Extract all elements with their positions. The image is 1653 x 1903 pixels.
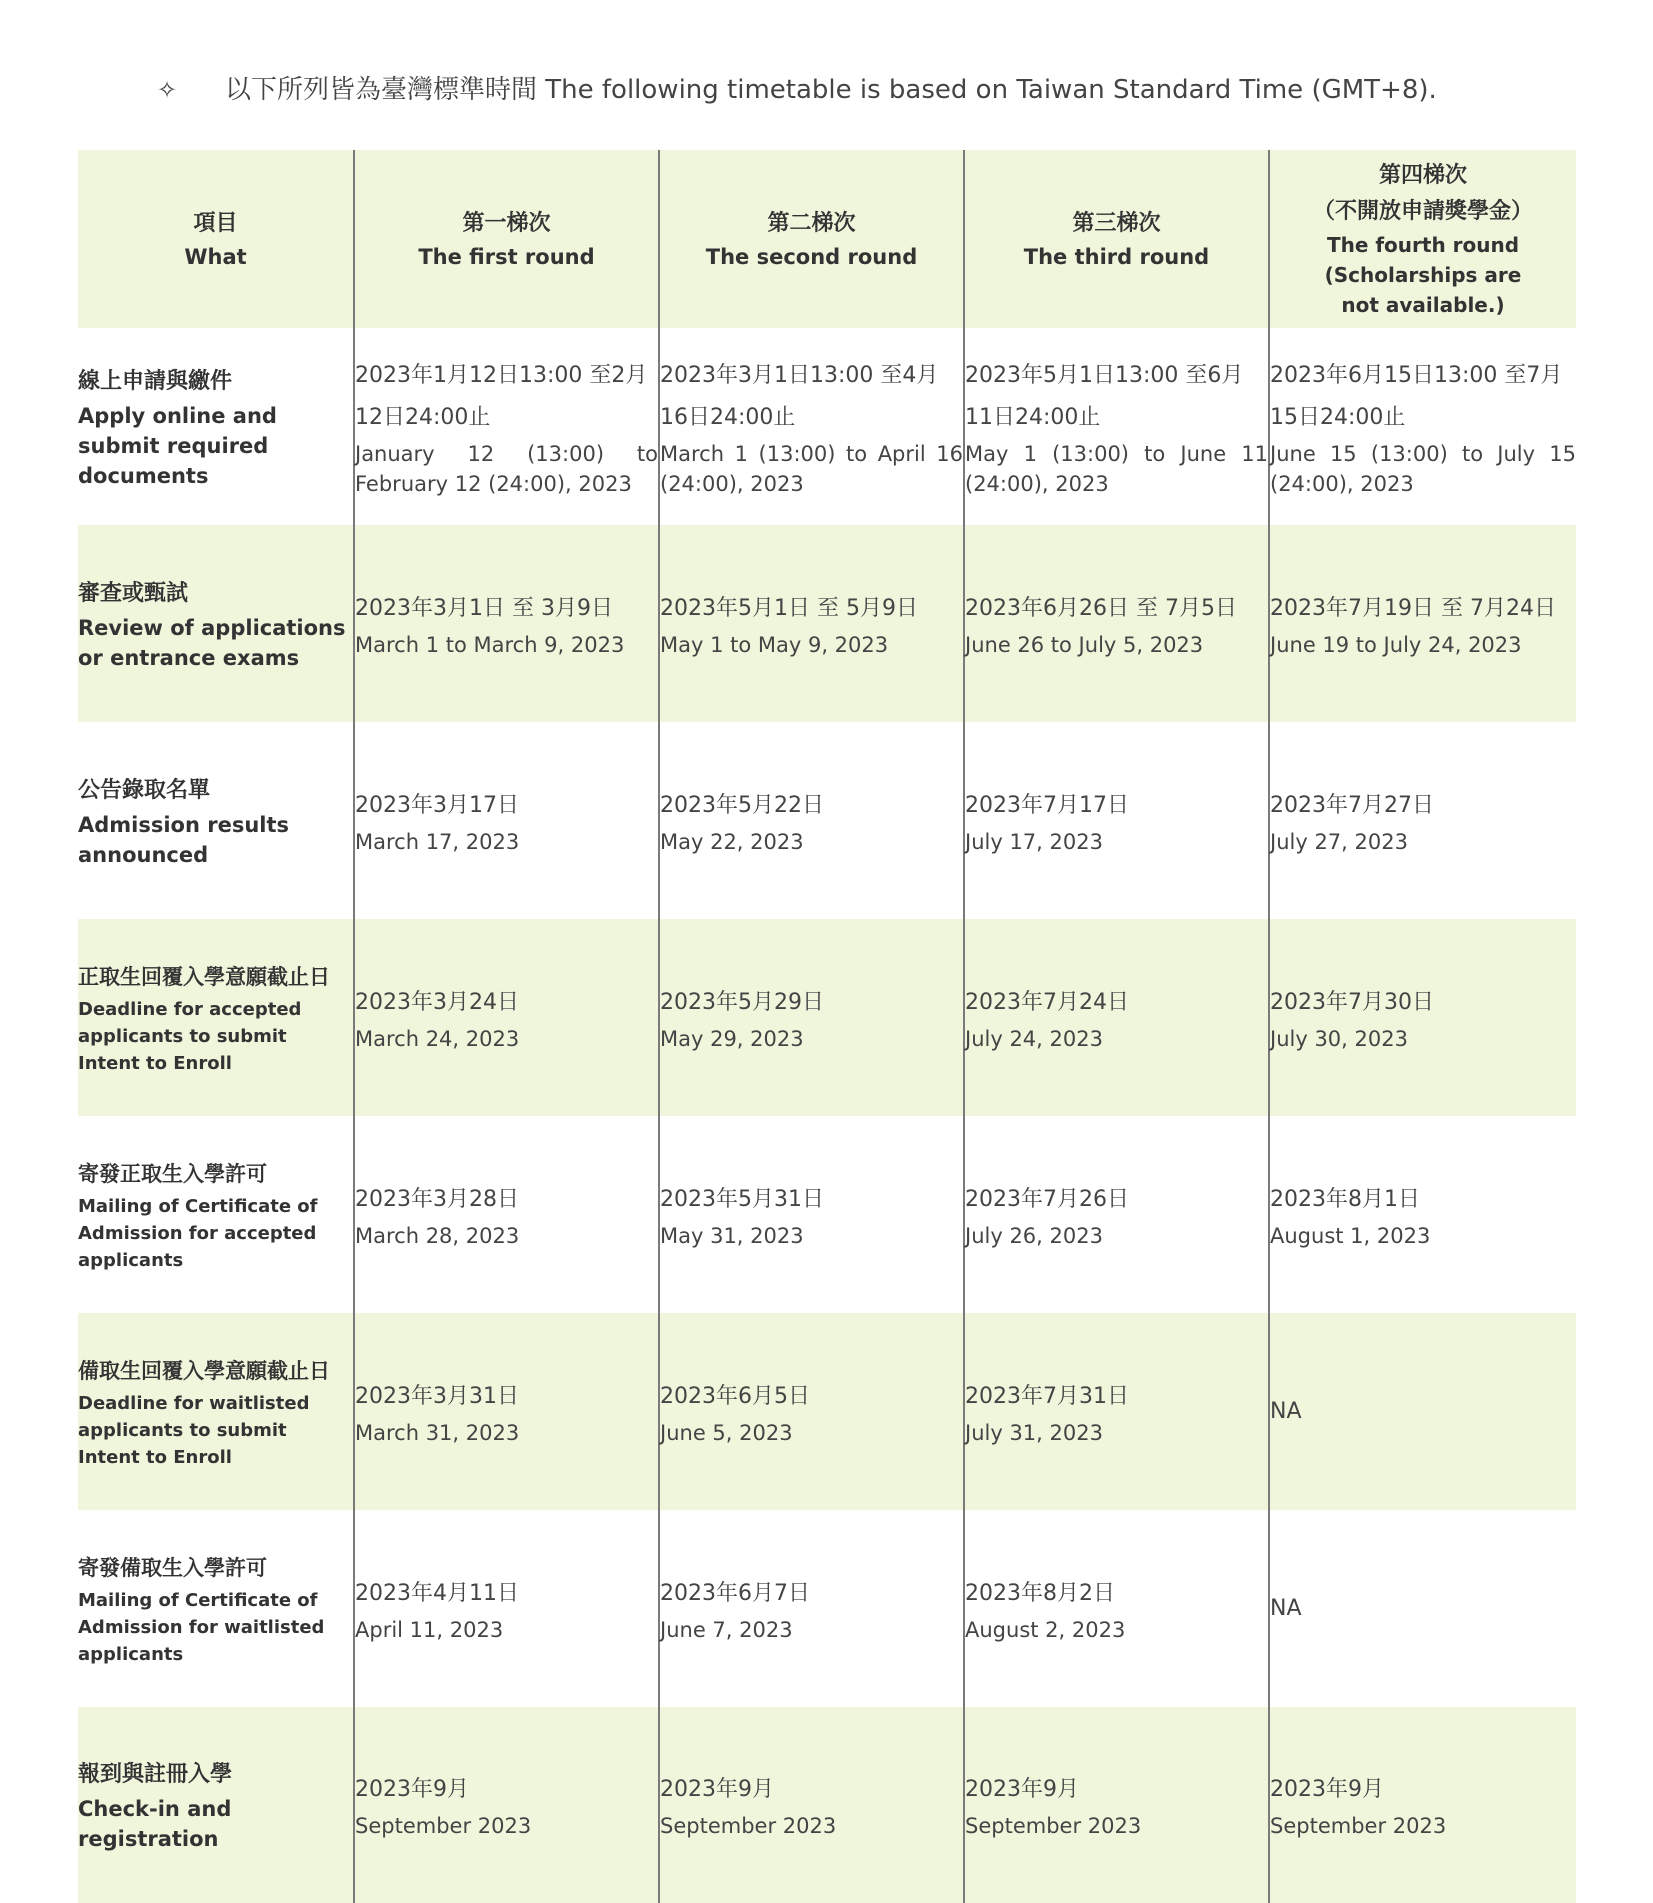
not-applicable: NA (1270, 1398, 1302, 1424)
row-round-4 (1269, 919, 1576, 1116)
date-zh: 2023年4月11日 (355, 1580, 519, 1606)
date-en: July 30, 2023 (1270, 1026, 1408, 1051)
row-what-zh: 報到與註冊入學 (78, 1762, 233, 1787)
row-round-4 (1269, 328, 1576, 525)
header-what (78, 150, 354, 328)
header-round-3 (964, 150, 1269, 328)
row-round-4 (1269, 1116, 1576, 1313)
date-zh: 2023年3月1日13:00 至4月16日24:00止 (660, 362, 939, 430)
row-round-4 (1269, 722, 1576, 919)
date-en: March 1 to March 9, 2023 (355, 632, 625, 657)
row-round-2 (659, 1116, 964, 1313)
row-what-en: Admission results announced (78, 812, 290, 867)
date-en: June 15 (13:00) to July 15 (24:00), 2023 (1270, 441, 1576, 496)
date-en: May 29, 2023 (660, 1026, 804, 1051)
date-zh: 2023年7月30日 (1270, 989, 1434, 1015)
table-row (78, 525, 1576, 722)
row-round-4 (1269, 1510, 1576, 1707)
table-row (78, 1313, 1576, 1510)
date-en: September 2023 (965, 1814, 1142, 1838)
row-what-zh: 正取生回覆入學意願截止日 (78, 965, 330, 989)
row-round-1 (354, 1313, 659, 1510)
row-what-en: Deadline for accepted applicants to submit Intent to Enroll (78, 999, 302, 1074)
row-round-3 (964, 525, 1269, 722)
header-round-4-zh: 第四梯次 (1378, 163, 1467, 188)
date-en: July 24, 2023 (965, 1026, 1103, 1051)
row-what-zh: 線上申請與繳件 (78, 368, 233, 394)
date-zh: 2023年8月1日 (1270, 1186, 1420, 1212)
date-zh: 2023年3月31日 (355, 1383, 519, 1409)
row-what-zh: 寄發備取生入學許可 (78, 1556, 267, 1580)
date-zh: 2023年7月27日 (1270, 792, 1434, 818)
row-round-3 (964, 722, 1269, 919)
date-en: March 1 (13:00) to April 16 (24:00), 2023 (660, 441, 963, 496)
date-zh: 2023年1月12日13:00 至2月12日24:00止 (355, 362, 648, 430)
date-en: March 28, 2023 (355, 1223, 520, 1248)
date-en: June 5, 2023 (660, 1420, 793, 1445)
header-round-4-zh-note: （不開放申請獎學金） (1312, 199, 1533, 224)
row-round-1 (354, 919, 659, 1116)
row-what (78, 1313, 354, 1510)
header-round-2-en: The second round (705, 245, 918, 269)
row-round-1 (354, 1510, 659, 1707)
row-round-3 (964, 1707, 1269, 1903)
row-round-3 (964, 1510, 1269, 1707)
row-round-4 (1269, 525, 1576, 722)
date-zh: 2023年3月1日 至 3月9日 (355, 595, 613, 621)
row-round-3 (964, 1116, 1269, 1313)
header-round-4 (1269, 150, 1576, 328)
row-what (78, 1510, 354, 1707)
row-round-1 (354, 328, 659, 525)
date-zh: 2023年7月17日 (965, 792, 1129, 818)
date-zh: 2023年7月19日 至 7月24日 (1270, 595, 1556, 621)
row-round-2 (659, 1707, 964, 1903)
row-what-zh: 公告錄取名單 (78, 777, 211, 803)
row-what (78, 1707, 354, 1903)
date-en: March 17, 2023 (355, 829, 520, 854)
table-header-row (78, 150, 1576, 328)
date-en: August 2, 2023 (965, 1617, 1126, 1642)
date-en: May 1 (13:00) to June 11 (24:00), 2023 (965, 441, 1268, 496)
row-round-1 (354, 1707, 659, 1903)
date-en: September 2023 (660, 1814, 837, 1838)
row-round-2 (659, 525, 964, 722)
row-round-2 (659, 1313, 964, 1510)
timetable (78, 150, 1576, 1903)
date-zh: 2023年3月28日 (355, 1186, 519, 1212)
date-en: July 17, 2023 (965, 829, 1103, 854)
header-round-1 (354, 150, 659, 328)
table-row (78, 919, 1576, 1116)
date-zh: 2023年9月 (965, 1777, 1079, 1802)
header-round-2-zh: 第二梯次 (767, 211, 856, 236)
date-zh: 2023年6月5日 (660, 1383, 810, 1409)
row-round-2 (659, 1510, 964, 1707)
row-what-en: Review of applications or entrance exams (78, 615, 346, 670)
table-row (78, 328, 1576, 525)
date-zh: 2023年5月1日13:00 至6月11日24:00止 (965, 362, 1244, 430)
row-round-2 (659, 328, 964, 525)
header-what-zh: 項目 (193, 211, 238, 236)
date-zh: 2023年3月17日 (355, 792, 519, 818)
row-round-3 (964, 1313, 1269, 1510)
row-what (78, 328, 354, 525)
date-en: September 2023 (355, 1814, 532, 1838)
header-round-2 (659, 150, 964, 328)
timezone-note (157, 70, 1437, 110)
date-zh: 2023年5月29日 (660, 989, 824, 1015)
date-en: June 7, 2023 (660, 1617, 793, 1642)
date-zh: 2023年5月22日 (660, 792, 824, 818)
date-en: July 26, 2023 (965, 1223, 1103, 1248)
row-what (78, 525, 354, 722)
not-applicable: NA (1270, 1595, 1302, 1621)
date-en: May 22, 2023 (660, 829, 804, 854)
row-round-2 (659, 722, 964, 919)
date-zh: 2023年6月15日13:00 至7月15日24:00止 (1270, 362, 1563, 430)
date-en: July 31, 2023 (965, 1420, 1103, 1445)
table-row (78, 1707, 1576, 1903)
date-en: January 12 (13:00) to February 12 (24:00), 2023 (355, 441, 658, 496)
table-row (78, 722, 1576, 919)
row-round-2 (659, 919, 964, 1116)
row-what-zh: 審查或甄試 (78, 580, 189, 606)
row-what-en: Check-in and registration (78, 1797, 232, 1851)
header-round-3-zh: 第三梯次 (1072, 211, 1161, 236)
row-what-en: Deadline for waitlisted applicants to submit Intent to Enroll (78, 1393, 310, 1468)
date-zh: 2023年9月 (1270, 1777, 1384, 1802)
row-what (78, 919, 354, 1116)
row-round-1 (354, 722, 659, 919)
row-what-en: Mailing of Certificate of Admission for waitlisted applicants (78, 1590, 325, 1665)
date-en: September 2023 (1270, 1814, 1447, 1838)
row-round-1 (354, 1116, 659, 1313)
table-row (78, 1116, 1576, 1313)
timezone-note-text: 以下所列皆為臺灣標準時間 The following timetable is based on Taiwan Standard Time (GMT+8). (225, 75, 1437, 105)
row-what-en: Apply online and submit required documents (78, 403, 277, 488)
row-round-4 (1269, 1313, 1576, 1510)
date-en: March 31, 2023 (355, 1420, 520, 1445)
row-round-3 (964, 919, 1269, 1116)
date-zh: 2023年9月 (355, 1777, 469, 1802)
date-zh: 2023年7月31日 (965, 1383, 1129, 1409)
row-round-3 (964, 328, 1269, 525)
row-what-en: Mailing of Certificate of Admission for accepted applicants (78, 1196, 318, 1271)
header-round-1-zh: 第一梯次 (462, 211, 551, 236)
date-zh: 2023年8月2日 (965, 1580, 1115, 1606)
date-en: August 1, 2023 (1270, 1223, 1431, 1248)
date-zh: 2023年9月 (660, 1777, 774, 1802)
date-en: July 27, 2023 (1270, 829, 1408, 854)
date-en: April 11, 2023 (355, 1617, 504, 1642)
row-round-4 (1269, 1707, 1576, 1903)
date-en: March 24, 2023 (355, 1026, 520, 1051)
row-round-1 (354, 525, 659, 722)
date-zh: 2023年5月31日 (660, 1186, 824, 1212)
date-en: June 19 to July 24, 2023 (1270, 632, 1522, 657)
row-what-zh: 備取生回覆入學意願截止日 (78, 1359, 330, 1383)
date-zh: 2023年6月7日 (660, 1580, 810, 1606)
row-what (78, 722, 354, 919)
row-what-zh: 寄發正取生入學許可 (78, 1162, 267, 1186)
header-what-en: What (184, 245, 247, 269)
date-en: May 1 to May 9, 2023 (660, 632, 889, 657)
header-round-3-en: The third round (1023, 245, 1210, 269)
row-what (78, 1116, 354, 1313)
header-round-4-en: The fourth round (Scholarships are not available.) (1324, 233, 1522, 317)
date-en: May 31, 2023 (660, 1223, 804, 1248)
date-zh: 2023年6月26日 至 7月5日 (965, 595, 1237, 621)
header-round-1-en: The first round (418, 245, 595, 269)
diamond-bullet-icon: ✧ (157, 76, 178, 104)
table-row (78, 1510, 1576, 1707)
date-zh: 2023年3月24日 (355, 989, 519, 1015)
date-en: June 26 to July 5, 2023 (965, 632, 1204, 657)
date-zh: 2023年7月26日 (965, 1186, 1129, 1212)
date-zh: 2023年7月24日 (965, 989, 1129, 1015)
date-zh: 2023年5月1日 至 5月9日 (660, 595, 918, 621)
